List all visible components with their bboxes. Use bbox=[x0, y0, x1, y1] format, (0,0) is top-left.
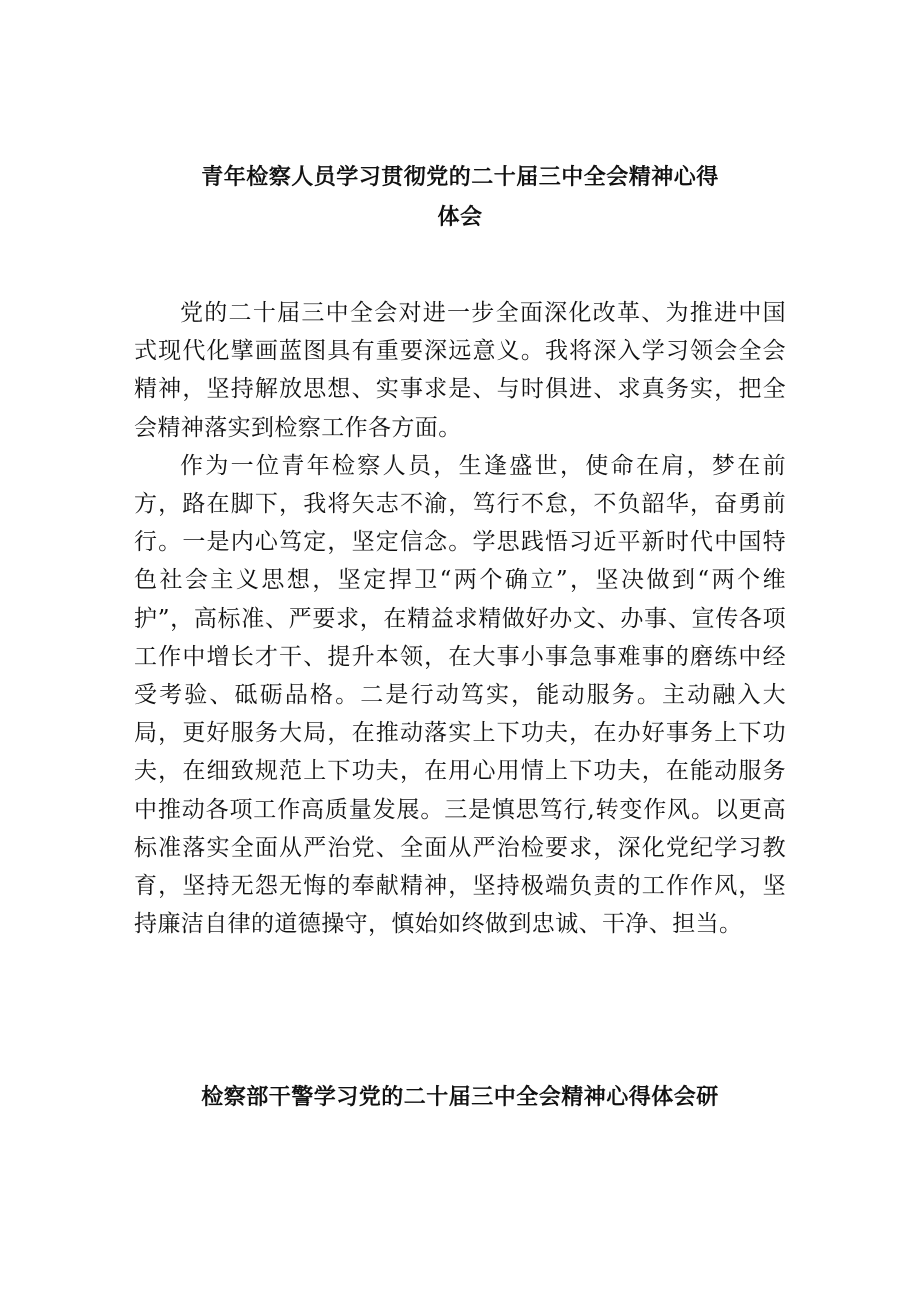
article-title-line-2: 体会 bbox=[437, 205, 483, 230]
paragraph-2: 作为一位青年检察人员，生逢盛世，使命在肩，梦在前方，路在脚下，我将矢志不渝，笃行不怠，不负韶华，奋勇前行。一是内心笃定，坚定信念。学思践悟习近平新时代中国特色社会主义思想，坚定捍卫“两个确立”，坚决做到“两个维护”，高标准、严要求，在精益求精做好办文、办事、宣传各项工作中增长才干、提升本领，在大事小事急事难事的磨练中经受考验、砥砺品格。二是行动笃实，能动服务。主动融入大局，更好服务大局，在推动落实上下功夫，在办好事务上下功夫，在细致规范上下功夫，在用心用情上下功夫，在能动服务中推动各项工作高质量发展。三是慎思笃行,转变作风。以更高标准落实全面从严治党、全面从严治检要求，深化党纪学习教育，坚持无怨无悔的奉献精神，坚持极端负责的工作作风，坚持廉洁自律的道德操守，慎始如终做到忠诚、干净、担当。 bbox=[134, 452, 786, 938]
article-title bbox=[130, 158, 790, 238]
next-article-title: 检察部干警学习党的二十届三中全会精神心得体会研 bbox=[201, 1085, 719, 1110]
paragraph-1: 党的二十届三中全会对进一步全面深化改革、为推进中国式现代化擘画蓝图具有重要深远意义。我将深入学习领会全会精神，坚持解放思想、实事求是、与时俱进、求真务实，把全会精神落实到检察工作各方面。 bbox=[134, 300, 786, 441]
article-title-line-1: 青年检察人员学习贯彻党的二十届三中全会精神心得 bbox=[201, 165, 719, 190]
article-body bbox=[134, 294, 786, 943]
